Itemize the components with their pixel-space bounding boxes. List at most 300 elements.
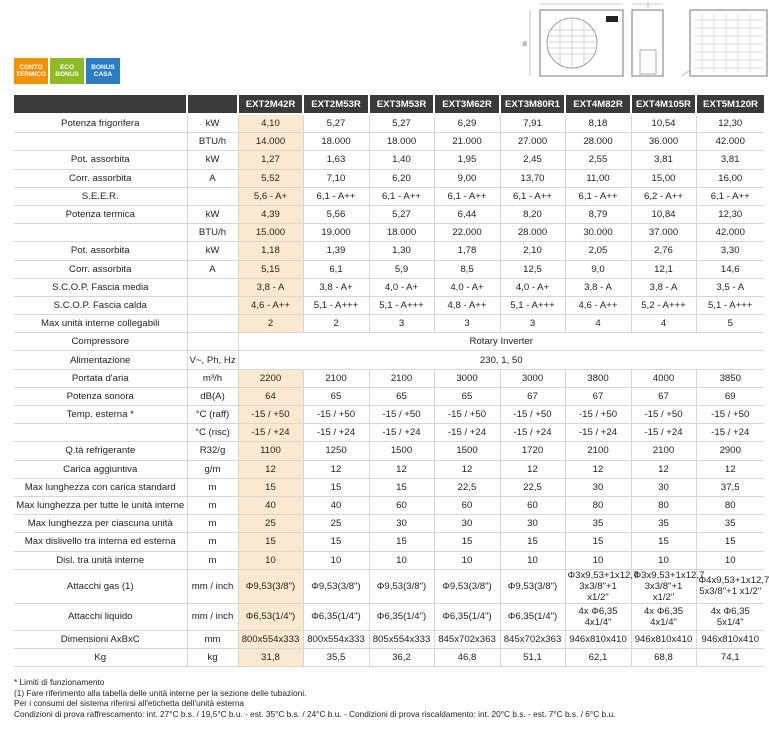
- value-cell: -15 / +50: [369, 406, 434, 424]
- note-line: * Limiti di funzionamento: [14, 677, 105, 687]
- value-cell: 19.000: [303, 224, 369, 242]
- param-label: Potenza frigorifera: [14, 114, 187, 133]
- value-cell: 5,1 - A+++: [369, 296, 434, 314]
- value-cell: 5,27: [369, 205, 434, 223]
- unit-label: [187, 296, 238, 314]
- table-row: [14, 278, 764, 296]
- value-cell: 15: [238, 533, 303, 551]
- unit-label: R32/g: [187, 442, 238, 460]
- value-cell: 21.000: [434, 133, 500, 151]
- table-row: [14, 424, 764, 442]
- value-cell: 6,44: [434, 205, 500, 223]
- value-cell: -15 / +24: [631, 424, 696, 442]
- unit-label: mm / inch: [187, 603, 238, 630]
- value-cell: -15 / +50: [500, 406, 565, 424]
- value-cell: 40: [303, 496, 369, 514]
- value-cell: 4x Φ6,35 5x1/4": [696, 603, 764, 630]
- unit-label: BTU/h: [187, 224, 238, 242]
- dimension-label-b: B: [523, 42, 528, 48]
- unit-label: kW: [187, 114, 238, 133]
- param-label: Carica aggiuntiva: [14, 460, 187, 478]
- unit-label: kW: [187, 205, 238, 223]
- value-cell: 3,30: [696, 242, 764, 260]
- value-cell: 4,6 - A++: [565, 296, 631, 314]
- value-cell: 13,70: [500, 169, 565, 187]
- value-cell: Φ6,35(1/4"): [500, 603, 565, 630]
- value-cell: 3000: [434, 369, 500, 387]
- table-row: [14, 460, 764, 478]
- value-cell: 16,00: [696, 169, 764, 187]
- value-cell: 10: [565, 551, 631, 569]
- value-cell: -15 / +50: [631, 406, 696, 424]
- value-cell: 15: [238, 478, 303, 496]
- value-cell: 11,00: [565, 169, 631, 187]
- param-label: Portata d'aria: [14, 369, 187, 387]
- value-cell: 25: [238, 515, 303, 533]
- unit-label: °C (risc): [187, 424, 238, 442]
- value-cell: 6,29: [434, 114, 500, 133]
- value-cell: 1250: [303, 442, 369, 460]
- table-row: [14, 533, 764, 551]
- value-cell: 10,84: [631, 205, 696, 223]
- table-row: [14, 551, 764, 569]
- model-header: EXT3M80R1: [500, 95, 565, 114]
- value-cell: 8,20: [500, 205, 565, 223]
- value-cell: 64: [238, 387, 303, 405]
- value-cell: 14.000: [238, 133, 303, 151]
- table-row: [14, 187, 764, 205]
- value-cell: 2: [238, 315, 303, 333]
- value-cell: 1,63: [303, 151, 369, 169]
- value-cell: Φ9,53(3/8"): [434, 569, 500, 603]
- value-cell: 946x810x410: [631, 630, 696, 648]
- unit-label: A: [187, 260, 238, 278]
- value-cell: 37.000: [631, 224, 696, 242]
- value-cell: 69: [696, 387, 764, 405]
- value-cell: 15: [565, 533, 631, 551]
- unit-label: °C (raff): [187, 406, 238, 424]
- value-cell: 12: [238, 460, 303, 478]
- table-row: [14, 496, 764, 514]
- value-cell: 1,30: [369, 242, 434, 260]
- table-row: [14, 224, 764, 242]
- value-cell: 12: [631, 460, 696, 478]
- value-cell: 67: [500, 387, 565, 405]
- value-cell: Φ4x9,53+1x12,7 5x3/8"+1 x1/2": [696, 569, 764, 603]
- value-cell: 6,1 - A++: [369, 187, 434, 205]
- unit-label: m³/h: [187, 369, 238, 387]
- value-cell: 12: [696, 460, 764, 478]
- value-cell: 15: [631, 533, 696, 551]
- model-header: EXT4M105R: [631, 95, 696, 114]
- value-cell: 10: [631, 551, 696, 569]
- value-cell: 5,52: [238, 169, 303, 187]
- value-cell: 4: [565, 315, 631, 333]
- value-cell: 35: [565, 515, 631, 533]
- value-cell: Φ9,53(3/8"): [369, 569, 434, 603]
- unit-label: mm: [187, 630, 238, 648]
- value-cell: 12: [303, 460, 369, 478]
- value-cell: 8,18: [565, 114, 631, 133]
- value-cell: 6,1 - A++: [565, 187, 631, 205]
- value-cell: 35: [696, 515, 764, 533]
- table-row: [14, 133, 764, 151]
- value-cell: Φ9,53(3/8"): [500, 569, 565, 603]
- value-cell: 946x810x410: [565, 630, 631, 648]
- table-row: [14, 333, 764, 351]
- value-cell: 1,78: [434, 242, 500, 260]
- value-cell: 2: [303, 315, 369, 333]
- value-cell: 2,10: [500, 242, 565, 260]
- table-row: [14, 442, 764, 460]
- param-label: Pot. assorbita: [14, 242, 187, 260]
- value-cell: 5,27: [369, 114, 434, 133]
- value-cell: 65: [303, 387, 369, 405]
- param-label: Pot. assorbita: [14, 151, 187, 169]
- param-label: Q.tà refrigerante: [14, 442, 187, 460]
- value-cell: 6,1 - A++: [303, 187, 369, 205]
- value-cell: 3,8 - A+: [303, 278, 369, 296]
- value-cell: 5,1 - A+++: [696, 296, 764, 314]
- value-cell: Φ3x9,53+1x12,7 3x3/8"+1 x1/2": [565, 569, 631, 603]
- value-cell: 6,2 - A++: [631, 187, 696, 205]
- value-cell: 800x554x333: [303, 630, 369, 648]
- value-cell: 5,27: [303, 114, 369, 133]
- param-label: Max unità interne collegabili: [14, 315, 187, 333]
- value-cell: 15: [696, 533, 764, 551]
- value-cell: 2100: [565, 442, 631, 460]
- value-cell: Φ6,35(1/4"): [434, 603, 500, 630]
- rear-view-drawing: [682, 10, 767, 76]
- value-cell: 12: [369, 460, 434, 478]
- unit-label: dB(A): [187, 387, 238, 405]
- value-cell: 36.000: [631, 133, 696, 151]
- value-cell: 3,8 - A: [565, 278, 631, 296]
- param-label: [14, 133, 187, 151]
- value-cell: 6,1 - A++: [434, 187, 500, 205]
- param-label: Attacchi gas (1): [14, 569, 187, 603]
- model-header: EXT2M53R: [303, 95, 369, 114]
- value-cell: 3: [434, 315, 500, 333]
- side-view-drawing: [632, 2, 663, 76]
- value-cell: 3,8 - A: [631, 278, 696, 296]
- value-cell: 2,05: [565, 242, 631, 260]
- value-cell: 1720: [500, 442, 565, 460]
- value-cell: 30: [631, 478, 696, 496]
- value-cell: 30: [434, 515, 500, 533]
- value-cell: Φ6,53(1/4"): [238, 603, 303, 630]
- unit-label: kg: [187, 648, 238, 666]
- value-cell: 1,39: [303, 242, 369, 260]
- param-label: Compressore: [14, 333, 187, 351]
- value-cell: 62,1: [565, 648, 631, 666]
- table-row: [14, 369, 764, 387]
- value-cell: 30: [500, 515, 565, 533]
- unit-label: [187, 187, 238, 205]
- value-cell: 18.000: [369, 133, 434, 151]
- value-cell: 25: [303, 515, 369, 533]
- value-cell: 4x Φ6,35 4x1/4": [565, 603, 631, 630]
- header-row: [14, 95, 764, 114]
- param-label: Kg: [14, 648, 187, 666]
- unit-label: [187, 278, 238, 296]
- value-cell: 28.000: [500, 224, 565, 242]
- value-cell: 2900: [696, 442, 764, 460]
- value-cell: 40: [238, 496, 303, 514]
- table-row: [14, 114, 764, 133]
- value-cell: 5,6 - A+: [238, 187, 303, 205]
- param-label: Max lunghezza con carica standard: [14, 478, 187, 496]
- unit-label: m: [187, 515, 238, 533]
- value-cell: -15 / +24: [303, 424, 369, 442]
- unit-label: BTU/h: [187, 133, 238, 151]
- value-cell: 31,8: [238, 648, 303, 666]
- unit-label: kW: [187, 151, 238, 169]
- value-cell: -15 / +24: [434, 424, 500, 442]
- table-row: [14, 630, 764, 648]
- model-header: EXT2M42R: [238, 95, 303, 114]
- value-cell: 22.000: [434, 224, 500, 242]
- value-cell: 15.000: [238, 224, 303, 242]
- value-cell: 15: [303, 478, 369, 496]
- value-cell: -15 / +24: [696, 424, 764, 442]
- value-cell: Φ6,35(1/4"): [303, 603, 369, 630]
- value-cell: 22,5: [434, 478, 500, 496]
- value-cell: 4: [631, 315, 696, 333]
- value-cell: 1500: [369, 442, 434, 460]
- value-cell: 15: [500, 533, 565, 551]
- table-row: [14, 648, 764, 666]
- value-cell: 9,00: [434, 169, 500, 187]
- value-cell: 18.000: [303, 133, 369, 151]
- value-cell: 22,5: [500, 478, 565, 496]
- badge-bonus-casa: BONUS CASA: [86, 58, 120, 84]
- value-cell: 7,10: [303, 169, 369, 187]
- param-label: Corr. assorbita: [14, 169, 187, 187]
- value-cell: 5,1 - A+++: [500, 296, 565, 314]
- value-cell: 68,8: [631, 648, 696, 666]
- value-cell: 4,39: [238, 205, 303, 223]
- value-cell: 12: [434, 460, 500, 478]
- value-cell: 3: [500, 315, 565, 333]
- value-cell: 946x810x410: [696, 630, 764, 648]
- value-cell: 60: [434, 496, 500, 514]
- unit-label: mm / inch: [187, 569, 238, 603]
- table-row: [14, 603, 764, 630]
- table-row: [14, 151, 764, 169]
- value-cell: 7,91: [500, 114, 565, 133]
- value-cell: 35,5: [303, 648, 369, 666]
- param-label: Corr. assorbita: [14, 260, 187, 278]
- value-cell: 14,6: [696, 260, 764, 278]
- table-row: [14, 315, 764, 333]
- table-row: [14, 351, 764, 369]
- value-cell: 10: [238, 551, 303, 569]
- model-header: EXT4M82R: [565, 95, 631, 114]
- param-label: [14, 424, 187, 442]
- value-cell: 3850: [696, 369, 764, 387]
- spec-table: [14, 95, 769, 667]
- value-cell: -15 / +50: [565, 406, 631, 424]
- value-cell: 12,1: [631, 260, 696, 278]
- value-cell: 15: [434, 533, 500, 551]
- value-cell: 2100: [303, 369, 369, 387]
- value-cell: 37,5: [696, 478, 764, 496]
- value-cell: 30.000: [565, 224, 631, 242]
- value-cell: 10: [434, 551, 500, 569]
- table-row: [14, 169, 764, 187]
- value-cell: 51,1: [500, 648, 565, 666]
- table-row: [14, 260, 764, 278]
- value-cell: 10: [303, 551, 369, 569]
- unit-label: [187, 315, 238, 333]
- model-header: EXT3M53R: [369, 95, 434, 114]
- param-label: Temp. esterna *: [14, 406, 187, 424]
- table-row: [14, 387, 764, 405]
- value-cell: Φ9,53(3/8"): [303, 569, 369, 603]
- value-cell: 845x702x363: [500, 630, 565, 648]
- value-cell: 1100: [238, 442, 303, 460]
- param-label: S.C.O.P. Fascia media: [14, 278, 187, 296]
- value-cell: -15 / +24: [369, 424, 434, 442]
- model-header: EXT3M62R: [434, 95, 500, 114]
- value-cell: 65: [369, 387, 434, 405]
- table-row: [14, 242, 764, 260]
- value-cell: 4x Φ6,35 4x1/4": [631, 603, 696, 630]
- param-label: Dimensioni AxBxC: [14, 630, 187, 648]
- value-cell: 4,0 - A+: [500, 278, 565, 296]
- param-label: Alimentazione: [14, 351, 187, 369]
- unit-diagrams: [520, 0, 769, 90]
- value-cell: 80: [696, 496, 764, 514]
- spec-body: [14, 114, 769, 667]
- value-cell: -15 / +24: [238, 424, 303, 442]
- unit-label: g/m: [187, 460, 238, 478]
- value-cell: 42.000: [696, 133, 764, 151]
- note-line: Condizioni di prova raffrescamento: int. 27°C b.s. / 19,5°C b.u. - est. 35°C b.s. / 24°C b.u. - Condizioni di prova riscaldamento: int. 20°C b.s. - est. 7°C b.s. / 6°C b.u.: [14, 708, 616, 719]
- unit-label: m: [187, 496, 238, 514]
- value-cell: 60: [500, 496, 565, 514]
- value-cell: 27.000: [500, 133, 565, 151]
- header-blank: [187, 95, 238, 114]
- value-cell: 9,0: [565, 260, 631, 278]
- value-cell: 5,9: [369, 260, 434, 278]
- value-cell: 12: [565, 460, 631, 478]
- value-cell: 8,5: [434, 260, 500, 278]
- value-cell: -15 / +50: [696, 406, 764, 424]
- value-cell: 1,18: [238, 242, 303, 260]
- table-row: [14, 478, 764, 496]
- value-cell: 46,8: [434, 648, 500, 666]
- badge-eco-bonus: ECO BONUS: [50, 58, 84, 84]
- param-label: S.E.E.R.: [14, 187, 187, 205]
- value-cell: 2,76: [631, 242, 696, 260]
- value-cell: 15,00: [631, 169, 696, 187]
- value-cell: 10: [696, 551, 764, 569]
- note-line: (1) Fare riferimento alla tabella delle unità interne per la sezione delle tubazioni.: [14, 687, 307, 698]
- param-label: S.C.O.P. Fascia calda: [14, 296, 187, 314]
- value-cell: 6,1 - A++: [500, 187, 565, 205]
- value-cell: 74,1: [696, 648, 764, 666]
- value-cell: 67: [631, 387, 696, 405]
- value-cell: -15 / +24: [500, 424, 565, 442]
- value-cell: Φ6,35(1/4"): [369, 603, 434, 630]
- value-cell: 800x554x333: [238, 630, 303, 648]
- spanned-value: Rotary Inverter: [238, 333, 764, 351]
- value-cell: 3800: [565, 369, 631, 387]
- value-cell: 15: [303, 533, 369, 551]
- value-cell: 67: [565, 387, 631, 405]
- value-cell: 10: [369, 551, 434, 569]
- value-cell: 1,95: [434, 151, 500, 169]
- value-cell: -15 / +24: [565, 424, 631, 442]
- value-cell: 845x702x363: [434, 630, 500, 648]
- value-cell: 2100: [369, 369, 434, 387]
- value-cell: 12,5: [500, 260, 565, 278]
- header-blank: [14, 95, 187, 114]
- value-cell: 4,10: [238, 114, 303, 133]
- value-cell: 3,5 - A: [696, 278, 764, 296]
- value-cell: 10,54: [631, 114, 696, 133]
- value-cell: Φ3x9,53+1x12,7 3x3/8"+1 x1/2": [631, 569, 696, 603]
- value-cell: 12,30: [696, 205, 764, 223]
- value-cell: 2200: [238, 369, 303, 387]
- value-cell: -15 / +50: [434, 406, 500, 424]
- value-cell: 5,15: [238, 260, 303, 278]
- table-row: [14, 515, 764, 533]
- value-cell: 6,1: [303, 260, 369, 278]
- value-cell: 5,1 - A+++: [303, 296, 369, 314]
- value-cell: 80: [565, 496, 631, 514]
- value-cell: 1,40: [369, 151, 434, 169]
- value-cell: 35: [631, 515, 696, 533]
- value-cell: 3,81: [696, 151, 764, 169]
- table-row: [14, 406, 764, 424]
- unit-label: m: [187, 551, 238, 569]
- param-label: Max dislivello tra interna ed esterna: [14, 533, 187, 551]
- value-cell: 5,56: [303, 205, 369, 223]
- value-cell: 6,20: [369, 169, 434, 187]
- value-cell: 36,2: [369, 648, 434, 666]
- unit-label: [187, 333, 238, 351]
- value-cell: 6,1 - A++: [696, 187, 764, 205]
- value-cell: 3,81: [631, 151, 696, 169]
- param-label: Potenza sonora: [14, 387, 187, 405]
- table-row: [14, 205, 764, 223]
- footnotes: [14, 677, 615, 719]
- value-cell: 30: [565, 478, 631, 496]
- value-cell: 65: [434, 387, 500, 405]
- value-cell: 10: [500, 551, 565, 569]
- value-cell: 3: [369, 315, 434, 333]
- unit-label: A: [187, 169, 238, 187]
- value-cell: 12,30: [696, 114, 764, 133]
- value-cell: 5,2 - A+++: [631, 296, 696, 314]
- param-label: Max lunghezza per ciascuna unità: [14, 515, 187, 533]
- front-view-drawing: [523, 4, 623, 76]
- spanned-value: 230, 1, 50: [238, 351, 764, 369]
- note-line: Per i consumi del sistema riferirsi all'etichetta dell'unità esterna: [14, 698, 245, 708]
- value-cell: Φ9,53(3/8"): [238, 569, 303, 603]
- value-cell: 15: [369, 478, 434, 496]
- value-cell: 805x554x333: [369, 630, 434, 648]
- value-cell: 3000: [500, 369, 565, 387]
- badge-conto-termico: CONTO TERMICO: [14, 58, 48, 84]
- value-cell: 18.000: [369, 224, 434, 242]
- value-cell: 4000: [631, 369, 696, 387]
- value-cell: 4,0 - A+: [369, 278, 434, 296]
- table-row: [14, 296, 764, 314]
